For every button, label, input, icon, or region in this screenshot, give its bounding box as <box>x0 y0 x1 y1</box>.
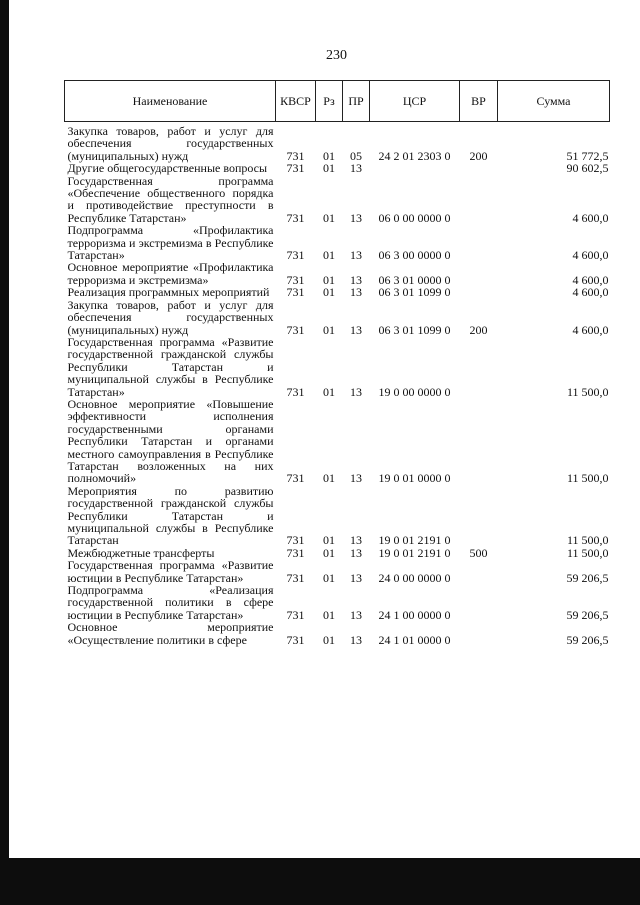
row-kvsr: 731 <box>286 148 305 163</box>
row-csr: 19 0 01 2191 0 <box>378 545 451 560</box>
table-row <box>65 559 610 584</box>
row-kvsr: 731 <box>286 471 305 486</box>
table-row <box>65 261 610 286</box>
row-csr: 06 3 01 1099 0 <box>378 322 451 337</box>
row-kvsr: 731 <box>286 533 305 548</box>
scan-edge-bottom <box>0 858 640 905</box>
table-row <box>65 621 610 646</box>
row-vr <box>460 621 498 646</box>
row-vr <box>460 286 498 298</box>
row-rz: 01 <box>323 210 335 225</box>
row-vr: 200 <box>469 322 488 337</box>
row-pr: 13 <box>350 471 362 486</box>
row-kvsr: 731 <box>286 384 305 399</box>
row-pr: 13 <box>350 607 362 622</box>
row-rz: 01 <box>323 148 335 163</box>
row-csr: 24 1 00 0000 0 <box>378 607 451 622</box>
table-row <box>65 336 610 398</box>
row-sum: 4 600,0 <box>572 248 609 263</box>
header-rz: Рз <box>316 81 343 122</box>
row-csr: 24 1 01 0000 0 <box>378 632 451 647</box>
row-pr: 13 <box>350 161 362 176</box>
row-pr: 13 <box>350 272 362 287</box>
row-vr <box>460 336 498 398</box>
table-row <box>65 224 610 261</box>
table-row <box>65 162 610 174</box>
row-sum: 4 600,0 <box>572 210 609 225</box>
row-kvsr: 731 <box>286 161 305 176</box>
row-vr <box>460 162 498 174</box>
table-row <box>65 175 610 225</box>
row-pr: 13 <box>350 210 362 225</box>
page-number: 230 <box>326 48 347 63</box>
row-pr: 13 <box>350 632 362 647</box>
header-kvsr: КВСР <box>276 81 316 122</box>
row-sum: 90 602,5 <box>566 161 609 176</box>
row-csr: 19 0 00 0000 0 <box>378 384 451 399</box>
row-pr: 05 <box>350 148 362 163</box>
row-kvsr: 731 <box>286 632 305 647</box>
row-rz: 01 <box>323 248 335 263</box>
row-sum: 59 206,5 <box>566 607 609 622</box>
row-kvsr: 731 <box>286 545 305 560</box>
row-kvsr: 731 <box>286 607 305 622</box>
header-vr: ВР <box>460 81 498 122</box>
row-csr <box>370 162 460 174</box>
row-name: Государственная программа «Развитие государственной гражданской службы Республики Татарстан и муниципальной службы в Республике Татарстан» <box>67 334 274 399</box>
header-csr: ЦСР <box>370 81 460 122</box>
row-pr: 13 <box>350 545 362 560</box>
row-name: Подпрограмма «Реализация государственной политики в сфере юстиции в Республике Татарстан» <box>67 583 274 622</box>
row-name: Закупка товаров, работ и услуг для обеспечения государственных (муниципальных) нужд <box>67 297 274 337</box>
row-name: Основное мероприятие «Повышение эффективности исполнения государственными органами Республики Татарстан и органами местного самоуправления в Республике Татарстан возложенных на них полномочий» <box>67 396 274 486</box>
header-pr: ПР <box>343 81 370 122</box>
table-header-row <box>65 81 610 122</box>
row-sum: 11 500,0 <box>566 533 609 548</box>
row-kvsr: 731 <box>286 322 305 337</box>
row-name: Подпрограмма «Профилактика терроризма и экстремизма в Республике Татарстан» <box>67 223 274 263</box>
row-pr: 13 <box>350 285 362 300</box>
row-sum: 11 500,0 <box>566 471 609 486</box>
row-csr: 06 0 00 0000 0 <box>378 210 451 225</box>
table-row <box>65 485 610 547</box>
row-vr <box>460 485 498 547</box>
row-csr: 24 0 00 0000 0 <box>378 570 451 585</box>
row-rz: 01 <box>323 607 335 622</box>
row-rz: 01 <box>323 322 335 337</box>
header-name: Наименование <box>65 81 276 122</box>
row-name: Межбюджетные трансферты <box>67 545 215 560</box>
row-rz: 01 <box>323 471 335 486</box>
row-name: Другие общегосударственные вопросы <box>67 161 268 176</box>
row-vr <box>460 261 498 286</box>
row-sum: 4 600,0 <box>572 272 609 287</box>
row-pr: 13 <box>350 533 362 548</box>
row-kvsr: 731 <box>286 272 305 287</box>
table-body <box>65 122 610 647</box>
row-csr: 06 3 00 0000 0 <box>378 248 451 263</box>
row-name: Государственная программа «Обеспечение общественного порядка и противодействие преступности в Республике Татарстан» <box>67 173 274 225</box>
row-sum: 11 500,0 <box>566 384 609 399</box>
row-vr <box>460 559 498 584</box>
row-vr <box>460 584 498 621</box>
row-rz: 01 <box>323 570 335 585</box>
row-vr <box>460 224 498 261</box>
row-csr: 19 0 01 2191 0 <box>378 533 451 548</box>
scan-edge-left <box>0 0 9 905</box>
row-vr: 200 <box>469 148 488 163</box>
row-rz: 01 <box>323 533 335 548</box>
row-pr: 13 <box>350 384 362 399</box>
row-name: Закупка товаров, работ и услуг для обеспечения государственных (муниципальных) нужд <box>67 124 274 163</box>
table-row <box>65 286 610 298</box>
row-name: Государственная программа «Развитие юстиции в Республике Татарстан» <box>67 558 274 585</box>
row-name: Реализация программных мероприятий <box>67 285 270 300</box>
row-rz: 01 <box>323 272 335 287</box>
row-rz: 01 <box>323 161 335 176</box>
header-sum: Сумма <box>498 81 610 122</box>
row-vr: 500 <box>469 545 488 560</box>
row-kvsr: 731 <box>286 248 305 263</box>
budget-table <box>64 80 610 646</box>
row-csr: 06 3 01 0000 0 <box>378 272 451 287</box>
row-name: Основное мероприятие «Профилактика терроризма и экстремизма» <box>67 260 274 287</box>
row-kvsr: 731 <box>286 210 305 225</box>
row-csr: 06 3 01 1099 0 <box>378 285 451 300</box>
row-rz: 01 <box>323 545 335 560</box>
row-kvsr: 731 <box>286 285 305 300</box>
row-name: Мероприятия по развитию государственной гражданской службы Республики Татарстан и муниципальной службы в Республике Татарстан <box>67 483 274 548</box>
table-row <box>65 122 610 163</box>
row-sum: 11 500,0 <box>566 545 609 560</box>
table-row <box>65 398 610 485</box>
table-row <box>65 584 610 621</box>
row-csr: 24 2 01 2303 0 <box>378 148 451 163</box>
row-pr: 13 <box>350 248 362 263</box>
row-sum: 59 206,5 <box>566 632 609 647</box>
row-sum: 4 600,0 <box>572 322 609 337</box>
table-row <box>65 299 610 336</box>
row-sum: 4 600,0 <box>572 285 609 300</box>
row-pr: 13 <box>350 322 362 337</box>
row-sum: 59 206,5 <box>566 570 609 585</box>
row-vr <box>460 175 498 225</box>
row-pr: 13 <box>350 570 362 585</box>
row-name: Основное мероприятие «Осуществление политики в сфере <box>67 620 274 647</box>
row-csr: 19 0 01 0000 0 <box>378 471 451 486</box>
row-kvsr: 731 <box>286 570 305 585</box>
row-rz: 01 <box>323 632 335 647</box>
row-sum: 51 772,5 <box>566 148 609 163</box>
row-rz: 01 <box>323 384 335 399</box>
row-rz: 01 <box>323 285 335 300</box>
row-vr <box>460 398 498 485</box>
